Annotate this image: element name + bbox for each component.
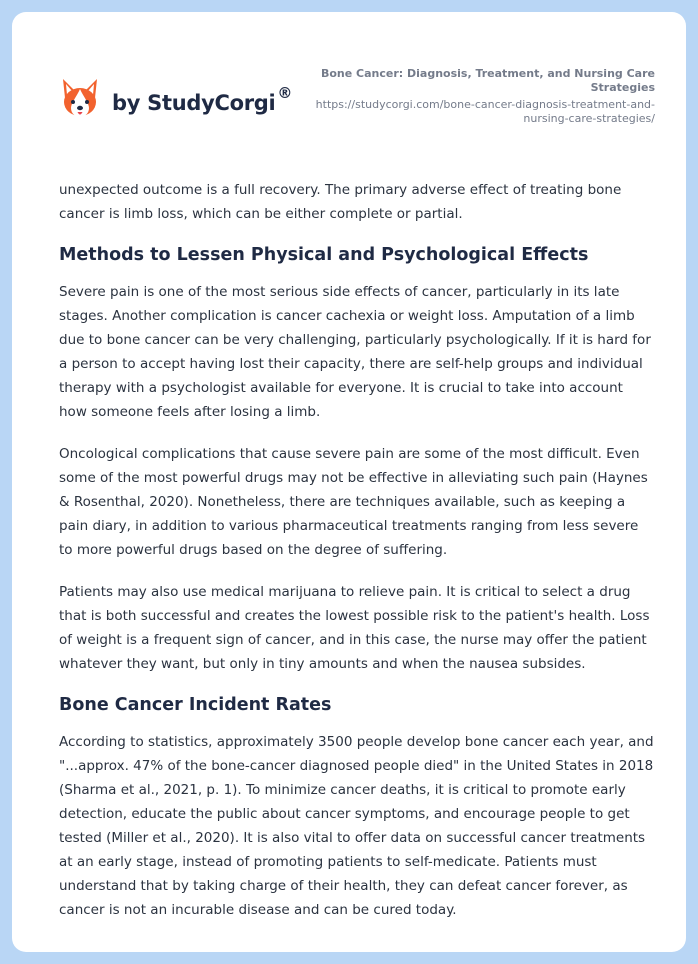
paragraph-marijuana: Patients may also use medical marijuana to relieve pain. It is critical to select a drug that is both successful and creates the lowest possible risk to the patient's health. Loss of weight is a frequent sign of cancer, and in this case, the nurse may offer the patient whatever they want, but only in tiny amounts and when the nausea subsides. [59, 584, 650, 672]
corgi-logo-icon [60, 76, 100, 120]
studycorgi-logo[interactable] [60, 76, 292, 120]
paragraph-complications: Oncological complications that cause severe pain are some of the most difficult. Even some of the most powerful drugs may not be effective in alleviating such pain (Haynes & Rosenthal, 2020). Nonetheless, there are techniques available, such as keeping a pain diary, in addition to various pharmaceutical treatments ranging from less severe to more powerful drugs based on the degree of suffering. [59, 446, 648, 558]
paragraph-statistics: According to statistics, approximately 3500 people develop bone cancer each year, and "...approx. 47% of the bone-cancer diagnosed people died" in the United States in 2018 (Sharma et al., 2021, p. 1). To minimize cancer deaths, it is critical to promote early detection, educate the public about cancer symptoms, and encourage people to get tested (Miller et al., 2020). It is also vital to offer data on successful cancer treatments at an early stage, instead of promoting patients to self-medicate. Patients must understand that by taking charge of their health, they can defeat cancer forever, as cancer is not an incurable disease and can be cured today. [59, 734, 654, 918]
article-body [59, 178, 655, 922]
section-heading-methods: Methods to Lessen Physical and Psychological Effects [59, 245, 589, 265]
section-heading-incident-rates: Bone Cancer Incident Rates [59, 695, 332, 715]
paragraph-pain: Severe pain is one of the most serious side effects of cancer, particularly in its late stages. Another complication is cancer cachexia or weight loss. Amputation of a limb due to bone cancer can be very challenging, particularly psychologically. If it is hard for a person to accept having lost their capacity, there are self-help groups and individual therapy with a psychologist available for everyone. It is crucial to take into account how someone feels after losing a limb. [59, 284, 651, 420]
document-url[interactable]: https://studycorgi.com/bone-cancer-diagnosis-treatment-and-nursing-care-strategies/ [315, 98, 655, 125]
document-title: Bone Cancer: Diagnosis, Treatment, and Nursing Care Strategies [320, 67, 655, 94]
paragraph-intro: unexpected outcome is a full recovery. The primary adverse effect of treating bone cancer is limb loss, which can be either complete or partial. [59, 182, 622, 222]
registered-mark: ® [277, 83, 293, 102]
brand-name: by StudyCorgi ® [112, 83, 293, 115]
document-page [12, 12, 686, 952]
document-meta [295, 67, 655, 126]
